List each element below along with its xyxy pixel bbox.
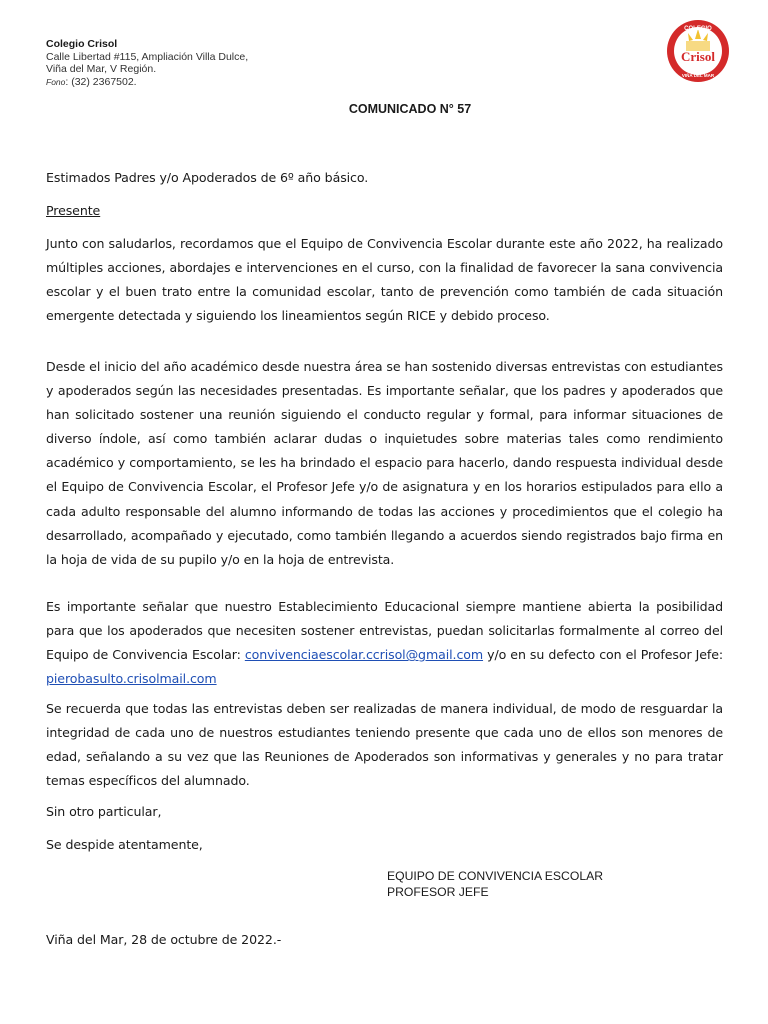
school-logo-icon xyxy=(666,19,730,83)
signature-line-2: PROFESOR JEFE xyxy=(387,885,489,899)
logo-bottom-text: VIÑA DEL MAR xyxy=(681,73,715,78)
logo-name: Crisol xyxy=(681,49,715,64)
signature-block xyxy=(387,868,603,900)
document-date: Viña del Mar, 28 de octubre de 2022.- xyxy=(46,932,282,947)
paragraph-1: Junto con saludarlos, recordamos que el Equipo de Convivencia Escolar durante este año 2022, ha realizado múltiples acciones, abordajes e intervenciones en el curso, con la finalidad de favorecer la sana convivencia escolar y el buen trato entre la comunidad escolar, tanto de prevención como también de cada situación emergente detectada y siguiendo los lineamientos según RICE y debido proceso. xyxy=(46,236,723,324)
presente-heading: Presente xyxy=(46,203,101,218)
document-title: COMUNICADO N° 57 xyxy=(348,102,472,116)
paragraph-2: Desde el inicio del año académico desde nuestra área se han sostenido diversas entrevistas con estudiantes y apoderados según las necesidades presentadas. Es importante señalar, que los padres y apoderados que han solicitado sostener una reunión siguiendo el conducto regular y formal, para informar situaciones de diverso índole, así como también aclarar dudas o inquietudes sobre materias tales como rendimiento académico y comportamiento, se les ha brindado el espacio para hacerlo, dando respuesta individual desde el Equipo de Convivencia Escolar, el Profesor Jefe y/o de asignatura y en los horarios estipulados para ello a cada adulto responsable del alumno informando de todas las acciones y procedimientos que el colegio ha desarrollado, acompañado y ejecutado, como también llegando a acuerdos siendo registrados bajo firma en la hoja de vida de su pupilo y/o en la hoja de entrevista. xyxy=(46,359,723,567)
paragraph-3 xyxy=(46,595,723,691)
closing-line-1: Sin otro particular, xyxy=(46,804,162,819)
phone-value: : (32) 2367502. xyxy=(65,75,137,88)
address-line-2: Viña del Mar, V Región. xyxy=(46,63,157,75)
school-name: Colegio Crisol xyxy=(46,38,118,50)
phone-line xyxy=(46,76,248,89)
teacher-email-link[interactable]: pierobasulto.crisolmail.com xyxy=(46,671,217,687)
convivencia-email-link[interactable]: convivenciaescolar.ccrisol@gmail.com xyxy=(244,647,484,663)
paragraph-4: Se recuerda que todas las entrevistas deben ser realizadas de manera individual, de modo de resguardar la integridad de cada uno de nuestros estudiantes teniendo presente que cada uno de ellos son menores de edad, señalando a su vez que las Reuniones de Apoderados son informativas y generales y no para tratar temas específicos del alumnado. xyxy=(46,701,723,789)
greeting: Estimados Padres y/o Apoderados de 6º año básico. xyxy=(46,170,369,185)
phone-label: Fono xyxy=(46,76,66,87)
letterhead xyxy=(46,38,248,88)
closing-line-2: Se despide atentamente, xyxy=(46,837,203,852)
signature-line-1: EQUIPO DE CONVIVENCIA ESCOLAR xyxy=(387,869,604,883)
address-line-1: Calle Libertad #115, Ampliación Villa Dulce, xyxy=(46,50,249,63)
paragraph-3-text: Es importante señalar que nuestro Establecimiento Educacional siempre mantiene abierta la posibilidad para que los apoderados que necesiten sostener entrevistas, puedan solicitarlas formalmente al correo del Equipo de Convivencia Escolar: xyxy=(46,599,723,663)
paragraph-3-text-2: y/o en su defecto con el Profesor Jefe: xyxy=(483,647,723,663)
logo-top-text: COLEGIO xyxy=(684,26,712,32)
